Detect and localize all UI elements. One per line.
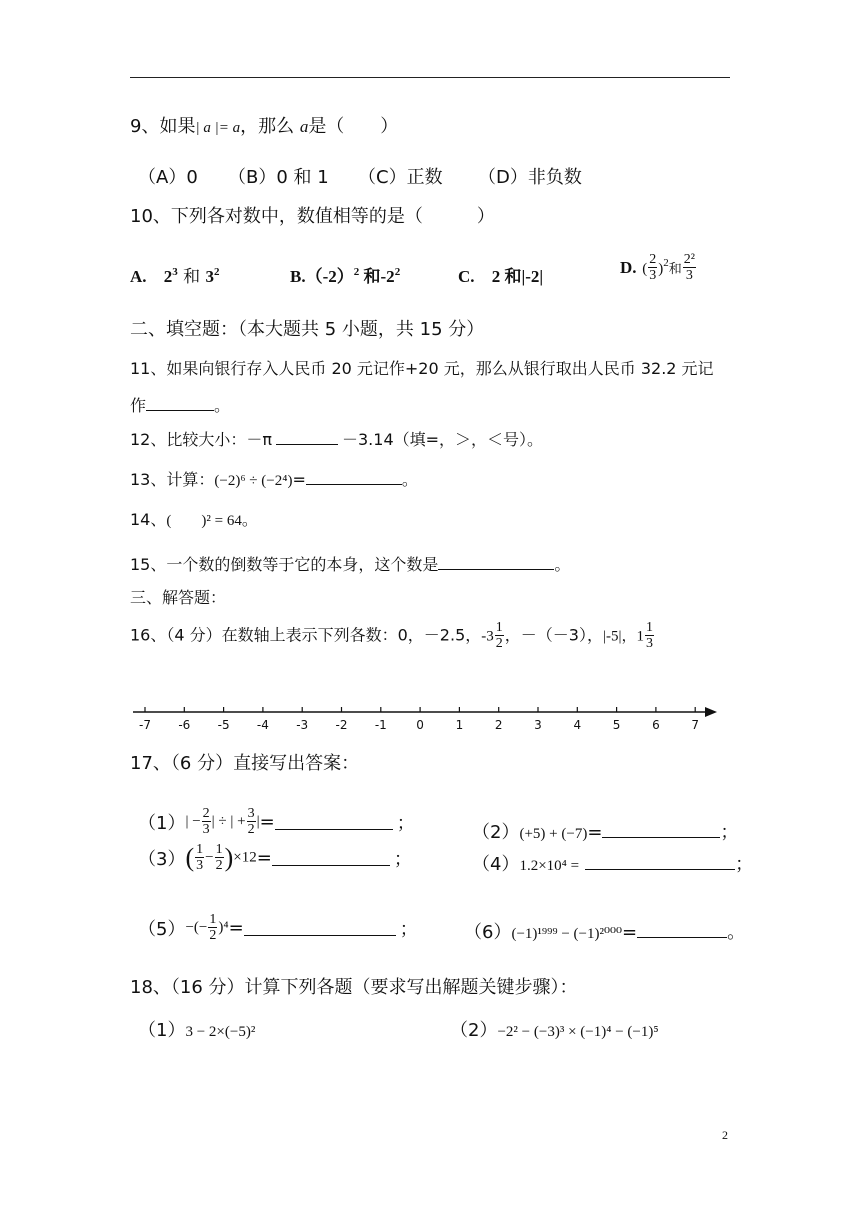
section-2-heading: 二、填空题：（本大题共 5 小题，共 15 分） bbox=[130, 319, 485, 340]
question-17: 17、（6 分）直接写出答案： bbox=[130, 753, 360, 774]
q17-part-3: （3）( $\frac{1}{3}$ − $\frac{1}{2}$ )×12= ； bbox=[138, 842, 412, 874]
number-line-tick-label: -6 bbox=[178, 718, 191, 732]
number-line-tick-label: 6 bbox=[652, 718, 660, 732]
q17-part-1: （1）| − $\frac{2}{3}$ | ÷ | + $\frac{3}{2}$ |= ； bbox=[138, 806, 415, 838]
page-number: 2 bbox=[722, 1128, 728, 1142]
q18-part-1: （1）3 − 2×(−5)² bbox=[138, 1020, 256, 1041]
number-line-tick-label: -7 bbox=[139, 718, 151, 732]
q10-option-a: A. $2^3$ 和 $3^2$ bbox=[130, 266, 220, 287]
number-line-tick-label: 5 bbox=[612, 718, 621, 732]
q9-option-b: （B）0 和 1 bbox=[228, 167, 329, 188]
q17-2-answer-blank[interactable] bbox=[602, 821, 720, 838]
number-line-tick-label: 3 bbox=[534, 718, 542, 732]
q9-option-d: （D）非负数 bbox=[478, 167, 582, 188]
number-line-tick-label: -4 bbox=[256, 718, 269, 732]
number-line-tick-label: 4 bbox=[573, 718, 582, 732]
number-line-tick-label: 2 bbox=[494, 718, 503, 732]
q9-option-a: （A）0 bbox=[138, 167, 198, 188]
q9-option-c: （C）正数 bbox=[358, 167, 443, 188]
section-3-heading: 三、解答题： bbox=[130, 588, 227, 607]
question-12: 12、比较大小：－π －3.14（填=，＞，＜号）。 bbox=[130, 430, 544, 449]
q17-part-5: （5）−(− $\frac{1}{2}$ )⁴= ； bbox=[138, 912, 418, 944]
q17-part-2: （2）(+5) + (−7)= ； bbox=[472, 822, 739, 843]
question-11-line1: 11、如果向银行存入人民币 20 元记作+20 元，那么从银行取出人民币 32.2 元记 bbox=[130, 359, 714, 378]
q17-6-answer-blank[interactable] bbox=[637, 921, 727, 938]
question-16: 16、（4 分）在数轴上表示下列各数：0，－2.5，-3 $\frac{1}{2}$ ，－（－3），|-5|，1 $\frac{1}{3}$ bbox=[130, 620, 653, 652]
question-9: 9、如果| a |= a，那么 a是（ ） bbox=[130, 116, 399, 137]
q10-option-d: D. ( $\frac{2}{3}$ )$^2$和 $\frac{\text{2²}}{3}$ bbox=[620, 252, 695, 284]
question-13: 13、计算：(−2)⁶ ÷ (−2⁴)= 。 bbox=[130, 470, 418, 489]
q10-option-b: $B.(-2)^2$ 和$-2^2$ bbox=[290, 266, 401, 286]
q12-answer-blank[interactable] bbox=[276, 428, 338, 445]
number-line-tick-label: -5 bbox=[217, 718, 230, 732]
number-line-arrow-icon bbox=[705, 707, 717, 717]
q18-part-2: （2）−2² − (−3)³ × (−1)⁴ − (−1)⁵ bbox=[450, 1020, 659, 1041]
number-line-tick-label: -3 bbox=[296, 718, 309, 732]
number-line-tick-label: 7 bbox=[691, 718, 700, 732]
q17-1-answer-blank[interactable] bbox=[275, 813, 393, 830]
q9-formula: | a |= a bbox=[195, 120, 241, 136]
question-10: 10、下列各对数中，数值相等的是（ ） bbox=[130, 206, 495, 227]
number-line-tick-label: 1 bbox=[455, 718, 464, 732]
q13-answer-blank[interactable] bbox=[306, 468, 402, 485]
q15-answer-blank[interactable] bbox=[438, 553, 554, 570]
q10-option-c: C. 2 和|-2| bbox=[458, 267, 544, 286]
number-line-tick-label: -1 bbox=[374, 718, 387, 732]
question-18: 18、（16 分）计算下列各题（要求写出解题关键步骤）： bbox=[130, 977, 578, 998]
q17-part-4: （4）1.2×10⁴ = ； bbox=[472, 854, 754, 875]
q11-answer-blank[interactable] bbox=[146, 394, 214, 411]
q14-answer-slot[interactable]: ( )² = 64 bbox=[166, 513, 242, 529]
question-15: 15、一个数的倒数等于它的本身，这个数是 。 bbox=[130, 555, 571, 574]
header-rule bbox=[130, 77, 730, 78]
number-line-tick-label: 0 bbox=[416, 718, 424, 732]
q17-4-answer-blank[interactable] bbox=[585, 853, 735, 870]
q17-3-answer-blank[interactable] bbox=[272, 849, 390, 866]
q17-part-6: （6）(−1)¹⁹⁹⁹ − (−1)²⁰⁰⁰= 。 bbox=[464, 922, 746, 943]
question-11-line2: 作 。 bbox=[130, 396, 231, 415]
number-line-tick-label: -2 bbox=[335, 718, 348, 732]
question-14: 14、( )² = 64。 bbox=[130, 510, 258, 529]
q17-5-answer-blank[interactable] bbox=[244, 919, 396, 936]
number-line[interactable] bbox=[125, 698, 725, 738]
